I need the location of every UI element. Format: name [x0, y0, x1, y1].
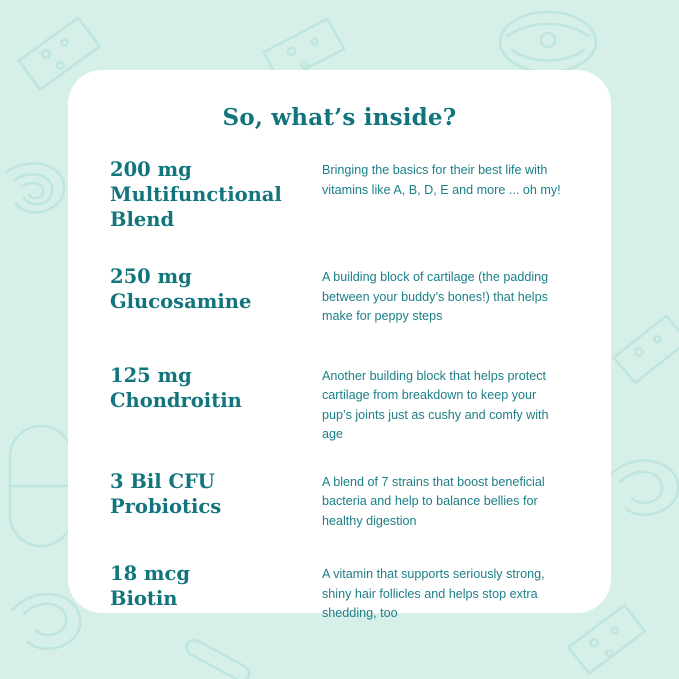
ingredient-name: Multifunctional Blend	[110, 183, 282, 231]
ingredient-amount-name	[110, 155, 322, 232]
ingredient-amount: 3 Bil CFU	[110, 469, 215, 493]
ingredient-description: A blend of 7 strains that boost beneficial bacteria and help to balance bellies for healthy digestion	[322, 474, 545, 528]
ingredient-description: A vitamin that supports seriously strong, shiny hair follicles and helps stop extra shedding, too	[322, 567, 545, 620]
ingredient-name: Glucosamine	[110, 290, 252, 313]
ingredient-list	[110, 155, 569, 624]
ingredient-amount-name	[110, 559, 322, 611]
ingredient-amount-name	[110, 262, 322, 314]
list-item	[110, 559, 569, 624]
page-title: So, what’s inside?	[222, 104, 457, 131]
swirl-doodle	[12, 594, 80, 649]
ingredient-amount: 125 mg	[110, 363, 192, 387]
ingredient-amount: 250 mg	[110, 265, 192, 288]
ingredient-amount-name	[110, 467, 322, 519]
ingredient-description: A building block of cartilage (the padding between your buddy’s bones!) that helps make for peppy steps	[322, 270, 549, 323]
bone-doodle	[187, 640, 249, 679]
list-item	[110, 467, 569, 532]
cheese-wedge-doodle	[565, 603, 649, 675]
list-item	[110, 262, 569, 327]
swirl-doodle	[6, 163, 64, 212]
ingredient-amount: 200 mg	[110, 158, 192, 181]
ingredient-description: Another building block that helps protect cartilage from breakdown to keep your pup’s joints just as cushy and comfy with age	[322, 368, 549, 441]
ingredient-name: Probiotics	[110, 494, 222, 518]
ingredient-name: Chondroitin	[110, 388, 242, 412]
ingredient-description: Bringing the basics for their best life with vitamins like A, B, D, E and more ... oh my!	[322, 163, 561, 197]
ingredients-card	[68, 70, 611, 620]
ingredient-name: Biotin	[110, 587, 178, 610]
list-item	[110, 361, 569, 445]
pill-doodle	[10, 426, 72, 546]
swirl-doodle	[500, 12, 596, 72]
swirl-doodle	[608, 460, 678, 514]
ingredient-amount-name	[110, 361, 322, 413]
ingredient-amount: 18 mcg	[110, 562, 191, 585]
cheese-wedge-doodle	[609, 313, 679, 385]
list-item	[110, 155, 569, 232]
